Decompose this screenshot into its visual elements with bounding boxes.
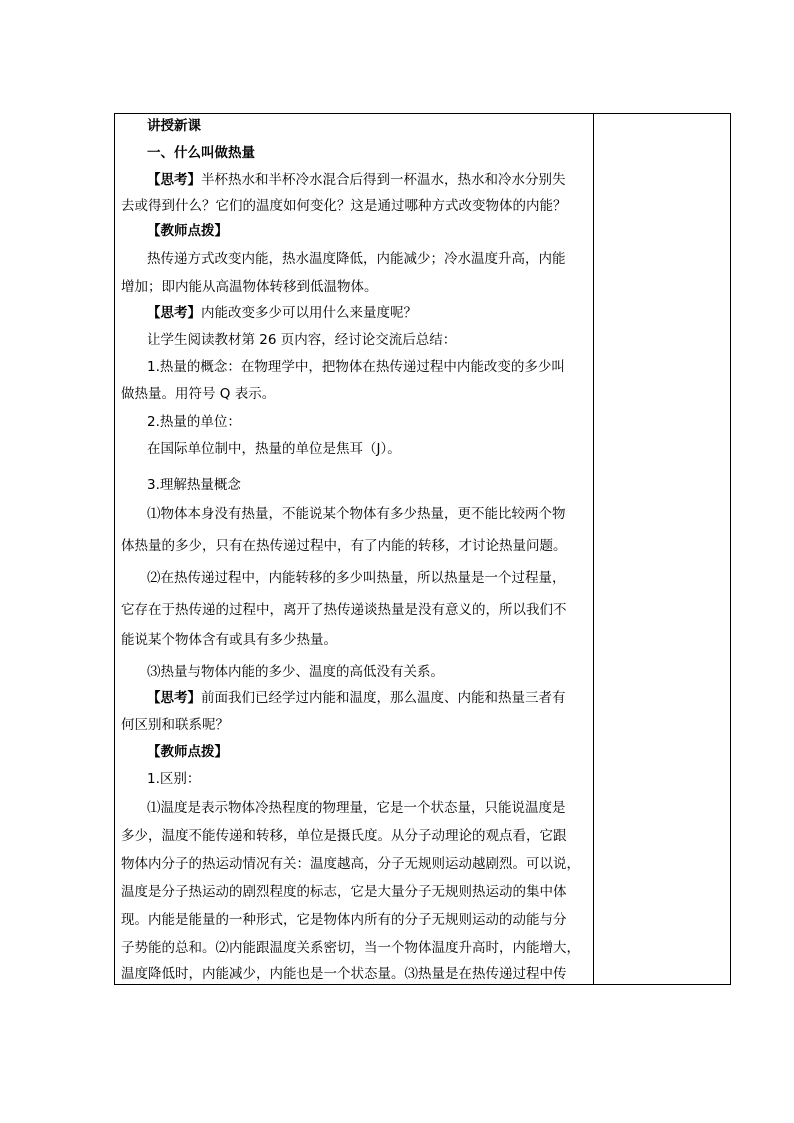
lesson-table [114, 113, 731, 985]
think-text: 半杯热水和半杯冷水混合后得到一杯温水，热水和冷水分别失 [201, 172, 566, 188]
difference-title: 1.区别： [147, 771, 201, 787]
heat-unit-title: 2.热量的单位： [147, 414, 241, 430]
think-question-3-cont: 何区别和联系呢？ [121, 717, 229, 733]
teacher-tip-label-1: 【教师点拨】 [147, 223, 228, 239]
difference-line: 现。内能是能量的一种形式，它是物体内所有的分子无规则运动的动能与分 [121, 912, 567, 928]
heat-unit-text: 在国际单位制中，热量的单位是焦耳（J）。 [147, 441, 401, 457]
think-text: 内能改变多少可以用什么来量度呢？ [201, 305, 417, 321]
difference-line: 温度是分子热运动的剧烈程度的标志，它是大量分子无规则热运动的集中体 [121, 884, 567, 900]
think-text: 前面我们已经学过内能和温度，那么温度、内能和热量三者有 [201, 690, 566, 706]
teacher-tip-label-2: 【教师点拨】 [147, 744, 228, 760]
understand-p2-line2: 它存在于热传递的过程中，离开了热传递谈热量是没有意义的，所以我们不 [121, 602, 567, 618]
heat-concept-line2: 做热量。用符号 Q 表示。 [121, 386, 276, 402]
difference-line: 物体内分子的热运动情况有关：温度越高，分子无规则运动越剧烈。可以说， [121, 856, 580, 872]
understand-title: 3.理解热量概念 [147, 477, 241, 493]
understand-p1-line1: ⑴物体本身没有热量，不能说某个物体有多少热量，更不能比较两个物 [147, 506, 566, 522]
read-instruction: 让学生阅读教材第 26 页内容，经讨论交流后总结： [147, 332, 457, 348]
think-question-2 [147, 303, 417, 323]
understand-p1-line2: 体热量的多少，只有在热传递过程中，有了内能的转移，才讨论热量问题。 [121, 538, 567, 554]
think-question-3 [147, 688, 566, 708]
difference-line: ⑴温度是表示物体冷热程度的物理量，它是一个状态量，只能说温度是 [147, 800, 566, 816]
heat-concept-line1: 1.热量的概念：在物理学中，把物体在热传递过程中内能改变的多少叫 [147, 359, 565, 375]
understand-p2-line1: ⑵在热传递过程中，内能转移的多少叫热量，所以热量是一个过程量， [147, 570, 566, 586]
think-question-1-cont: 去或得到什么？它们的温度如何变化？这是通过哪种方式改变物体的内能？ [121, 198, 567, 214]
tip1-text-line2: 增加；即内能从高温物体转移到低温物体。 [121, 279, 378, 295]
lesson-content-cell [121, 114, 589, 984]
heading-what-is-heat: 一、什么叫做热量 [147, 145, 255, 161]
understand-p2-line3: 能说某个物体含有或具有多少热量。 [121, 632, 337, 648]
difference-line: 多少，温度不能传递和转移，单位是摄氏度。从分子动理论的观点看，它跟 [121, 828, 567, 844]
think-tag: 【思考】 [147, 690, 201, 706]
think-tag: 【思考】 [147, 305, 201, 321]
difference-line: 子势能的总和。⑵内能跟温度关系密切，当一个物体温度升高时，内能增大， [121, 940, 580, 956]
difference-line: 温度降低时，内能减少，内能也是一个状态量。⑶热量是在热传递过程中传 [121, 966, 567, 982]
understand-p3: ⑶热量与物体内能的多少、温度的高低没有关系。 [147, 664, 444, 680]
notes-cell [594, 114, 730, 984]
think-question-1 [147, 170, 566, 190]
tip1-text-line1: 热传递方式改变内能，热水温度降低，内能减少；冷水温度升高，内能 [147, 251, 566, 267]
section-title: 讲授新课 [147, 118, 201, 134]
think-tag: 【思考】 [147, 172, 201, 188]
